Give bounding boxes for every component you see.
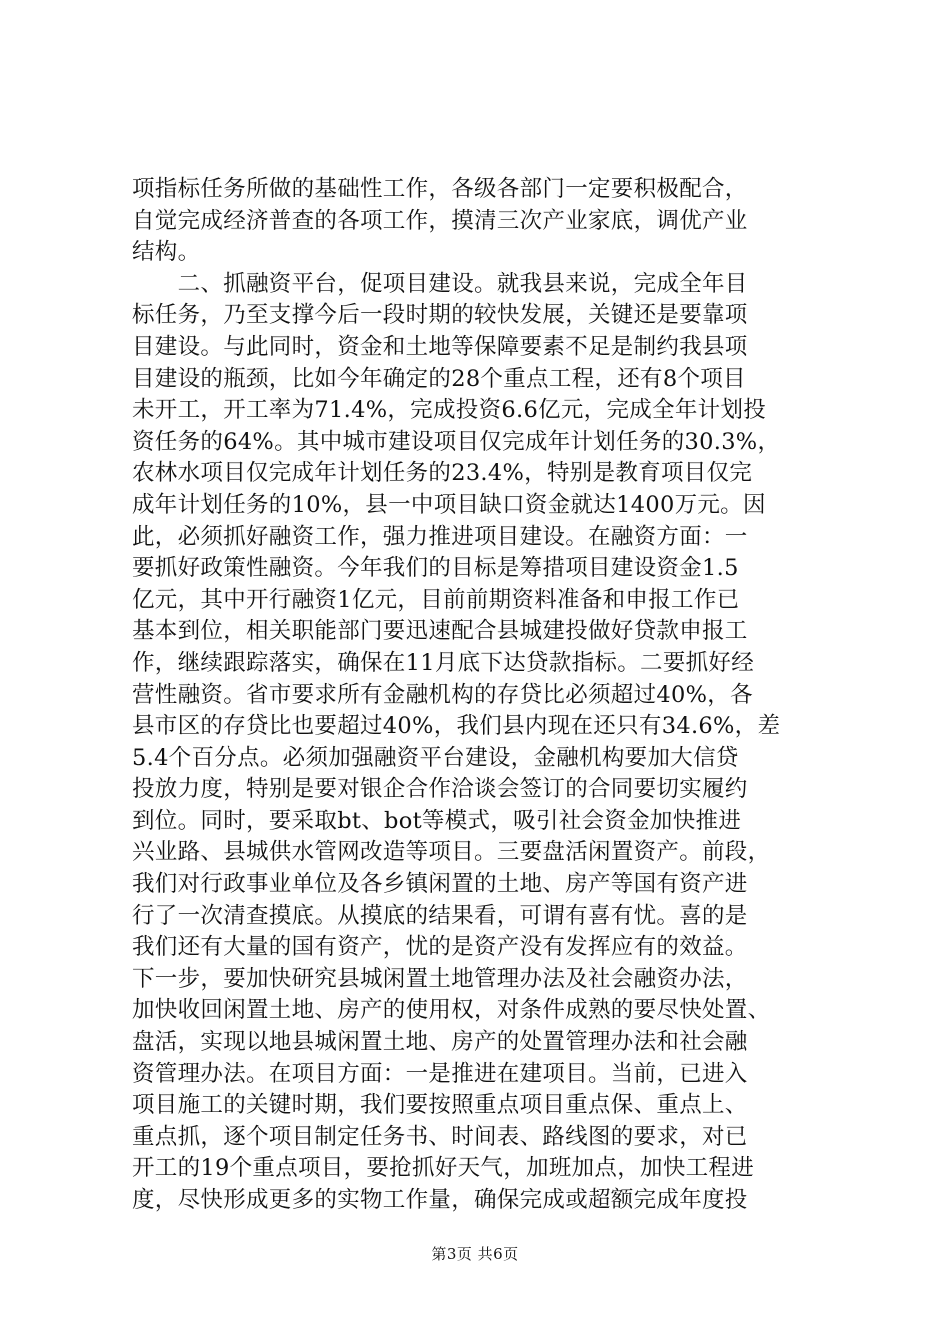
text-line: 目建设的瓶颈，比如今年确定的28个重点工程，还有8个项目 (132, 365, 746, 392)
text-line: 要抓好政策性融资。今年我们的目标是筹措项目建设资金1.5 (132, 555, 739, 582)
paragraph (132, 174, 822, 1217)
text-line: 此，必须抓好融资工作，强力推进项目建设。在融资方面：一 (132, 523, 748, 550)
text-line: 县市区的存贷比也要超过40%，我们县内现在还只有34.6%，差 (132, 713, 781, 740)
text-line: 项目施工的关键时期，我们要按照重点项目重点保、重点上、 (132, 1092, 748, 1119)
text-line: 开工的19个重点项目，要抢抓好天气，加班加点，加快工程进 (132, 1155, 755, 1182)
text-line: 5.4个百分点。必须加强融资平台建设，金融机构要加大信贷 (132, 744, 739, 771)
text-line: 度，尽快形成更多的实物工作量，确保完成或超额完成年度投 (132, 1187, 748, 1213)
text-line: 我们还有大量的国有资产，忧的是资产没有发挥应有的效益。 (132, 934, 748, 961)
text-line: 资任务的64%。其中城市建设项目仅完成年计划任务的30.3%， (132, 428, 781, 455)
text-line: 自觉完成经济普查的各项工作，摸清三次产业家底，调优产业 (132, 207, 748, 234)
text-line: 作，继续跟踪落实，确保在11月底下达贷款指标。二要抓好经 (132, 649, 755, 676)
text-line: 加快收回闲置土地、房产的使用权，对条件成熟的要尽快处置、 (132, 997, 771, 1024)
text-line: 行了一次清查摸底。从摸底的结果看，可谓有喜有忧。喜的是 (132, 902, 748, 929)
text-line: 投放力度，特别是要对银企合作洽谈会签订的合同要切实履约 (132, 776, 748, 803)
text-line: 未开工，开工率为71.4%，完成投资6.6亿元，完成全年计划投 (132, 397, 767, 424)
text-line: 二、抓融资平台，促项目建设。就我县来说，完成全年目 (132, 270, 748, 297)
text-line: 成年计划任务的10%，县一中项目缺口资金就达1400万元。因 (132, 491, 766, 518)
body-text (132, 174, 822, 1217)
page-number: 第3页 共6页 (431, 1245, 519, 1263)
text-line: 结构。 (132, 239, 201, 266)
page-footer (0, 1244, 950, 1264)
text-line: 项指标任务所做的基础性工作，各级各部门一定要积极配合， (132, 176, 748, 202)
text-line: 下一步，要加快研究县城闲置土地管理办法及社会融资办法， (132, 965, 748, 992)
text-line: 兴业路、县城供水管网改造等项目。三要盘活闲置资产。前段， (132, 839, 771, 866)
text-line: 我们对行政事业单位及各乡镇闲置的土地、房产等国有资产进 (132, 871, 748, 898)
text-line: 农林水项目仅完成年计划任务的23.4%，特别是教育项目仅完 (132, 460, 753, 487)
text-line: 重点抓，逐个项目制定任务书、时间表、路线图的要求，对已 (132, 1123, 748, 1150)
text-line: 盘活，实现以地县城闲置土地、房产的处置管理办法和社会融 (132, 1029, 748, 1056)
text-line: 到位。同时，要采取bt、bot等模式，吸引社会资金加快推进 (132, 807, 742, 834)
text-line: 亿元，其中开行融资1亿元，目前前期资料准备和申报工作已 (132, 586, 740, 613)
text-line: 标任务，乃至支撑今后一段时期的较快发展，关键还是要靠项 (132, 302, 748, 329)
text-line: 资管理办法。在项目方面：一是推进在建项目。当前，已进入 (132, 1060, 748, 1087)
text-line: 目建设。与此同时，资金和土地等保障要素不足是制约我县项 (132, 333, 748, 360)
text-line: 基本到位，相关职能部门要迅速配合县城建投做好贷款申报工 (132, 618, 748, 645)
text-line: 营性融资。省市要求所有金融机构的存贷比必须超过40%，各 (132, 681, 753, 708)
